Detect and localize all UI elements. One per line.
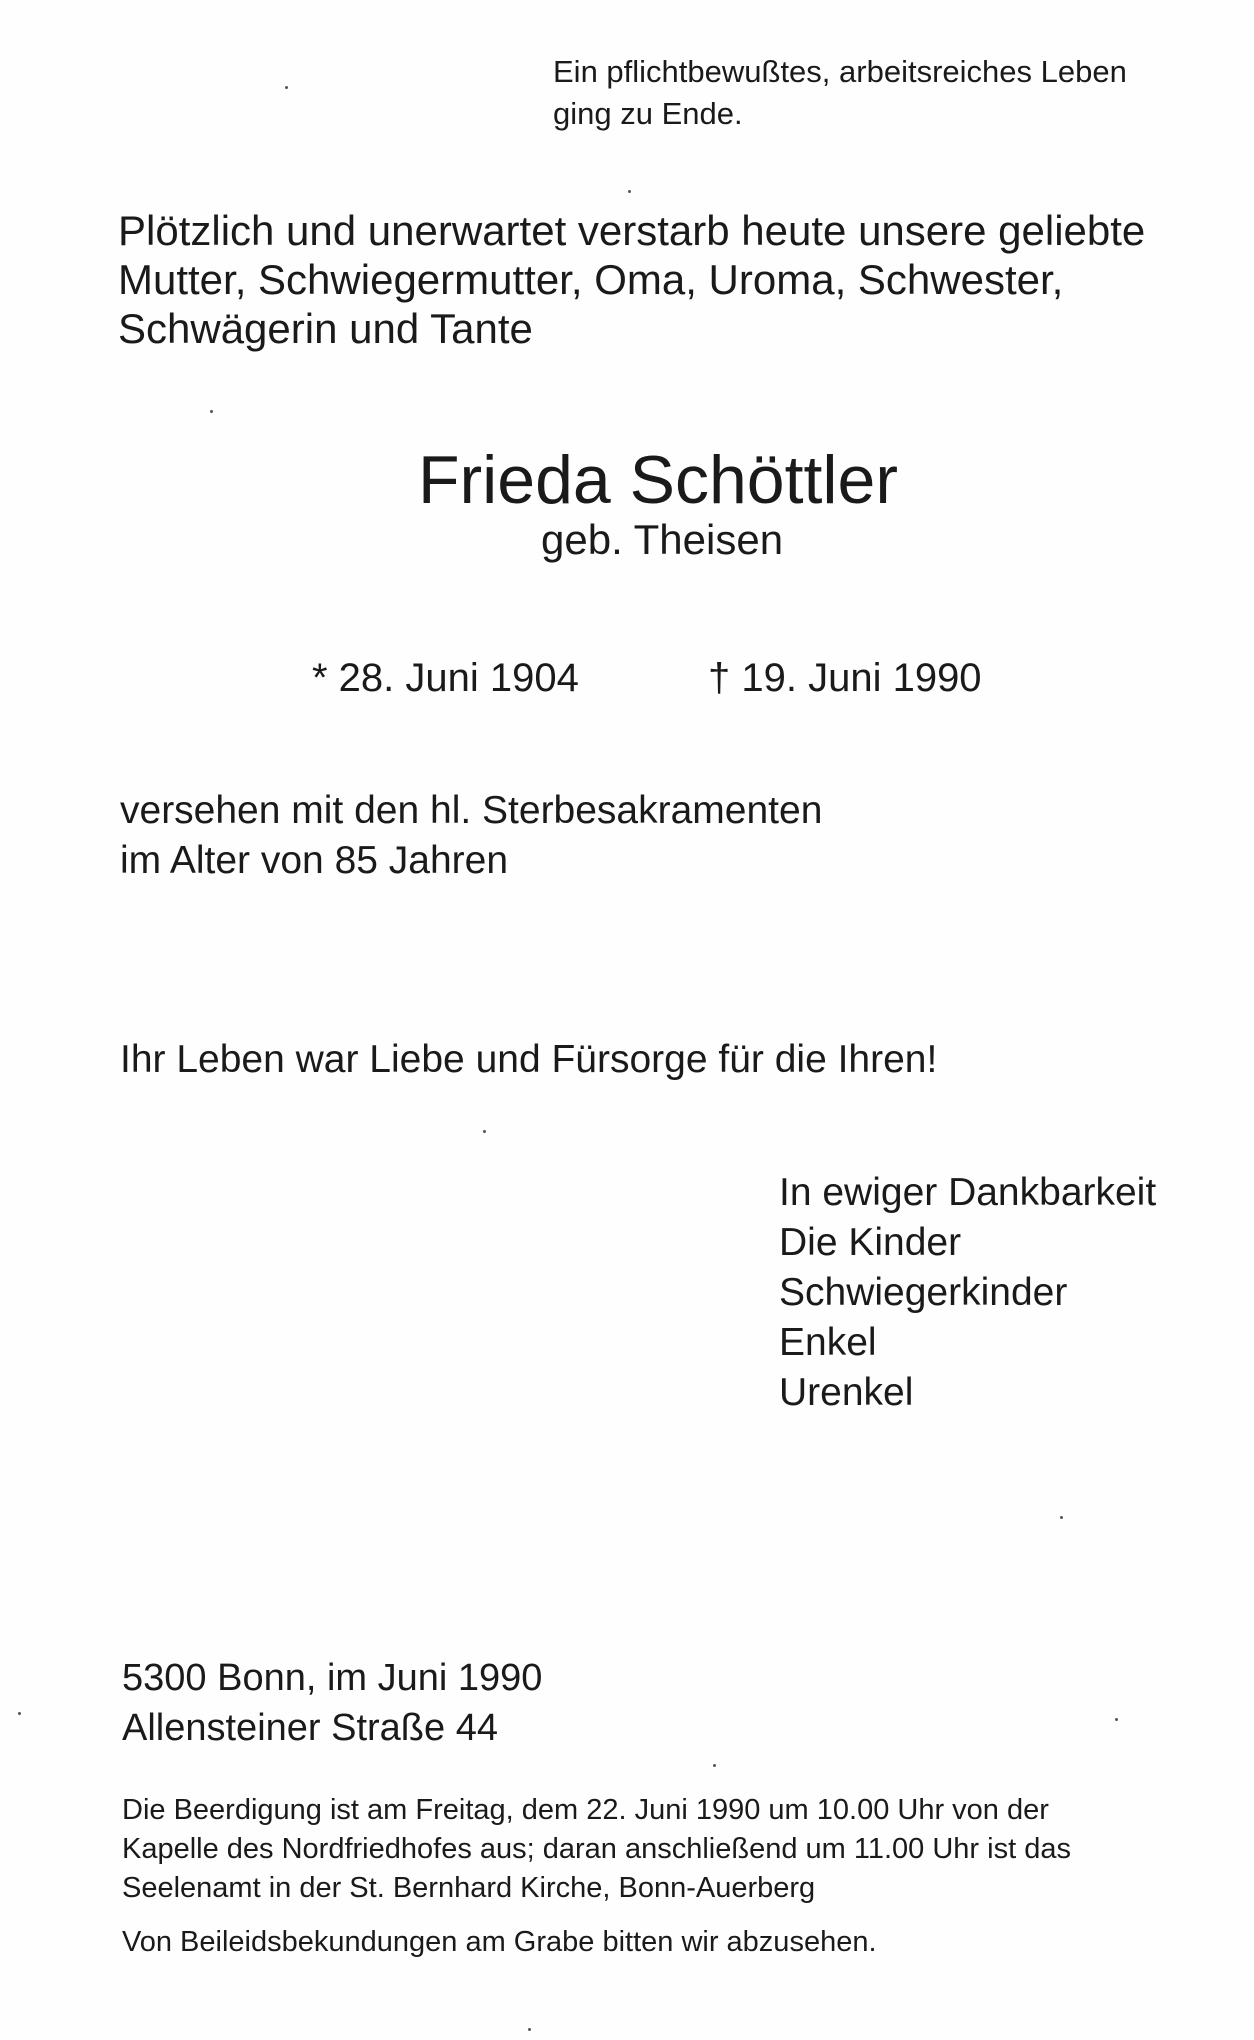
- mourners-line-4: Enkel: [779, 1321, 877, 1364]
- mourners-line-2: Die Kinder: [779, 1221, 962, 1264]
- place-date: 5300 Bonn, im Juni 1990: [122, 1657, 543, 1699]
- intro-line-2: Mutter, Schwiegermutter, Oma, Uroma, Schwester,: [118, 256, 1064, 303]
- deceased-name: Frieda Schöttler: [418, 442, 898, 518]
- motto-line-2: ging zu Ende.: [553, 96, 743, 131]
- scan-speck: [528, 2028, 531, 2031]
- birth-date: * 28. Juni 1904: [312, 656, 579, 700]
- condolence-note: Von Beileidsbekundungen am Grabe bitten wir abzusehen.: [122, 1926, 877, 1958]
- mourners-line-3: Schwiegerkinder: [779, 1271, 1068, 1314]
- tribute: Ihr Leben war Liebe und Fürsorge für die Ihren!: [120, 1038, 938, 1081]
- intro-line-1: Plötzlich und unerwartet verstarb heute unsere geliebte: [118, 207, 1146, 254]
- rites-line-1: versehen mit den hl. Sterbesakramenten: [120, 789, 823, 832]
- scan-speck: [18, 1712, 21, 1715]
- death-date: † 19. Juni 1990: [708, 656, 982, 700]
- intro-line-3: Schwägerin und Tante: [118, 305, 533, 352]
- funeral-line-3: Seelenamt in der St. Bernhard Kirche, Bonn-Auerberg: [122, 1872, 816, 1904]
- scan-speck: [285, 86, 288, 89]
- mourners-line-5: Urenkel: [779, 1371, 914, 1414]
- scan-speck: [628, 190, 631, 193]
- funeral-line-2: Kapelle des Nordfriedhofes aus; daran anschließend um 11.00 Uhr ist das: [122, 1833, 1071, 1865]
- scan-speck: [1060, 1516, 1063, 1519]
- scan-speck: [713, 1764, 716, 1767]
- address: Allensteiner Straße 44: [122, 1707, 498, 1749]
- mourners-line-1: In ewiger Dankbarkeit: [779, 1171, 1157, 1214]
- scan-speck: [1115, 1718, 1118, 1721]
- scan-speck: [483, 1130, 486, 1133]
- motto-line-1: Ein pflichtbewußtes, arbeitsreiches Leben: [553, 54, 1127, 89]
- funeral-line-1: Die Beerdigung ist am Freitag, dem 22. Juni 1990 um 10.00 Uhr von der: [122, 1794, 1049, 1826]
- scan-speck: [210, 410, 213, 413]
- maiden-name: geb. Theisen: [541, 516, 784, 563]
- rites-line-2: im Alter von 85 Jahren: [120, 839, 509, 882]
